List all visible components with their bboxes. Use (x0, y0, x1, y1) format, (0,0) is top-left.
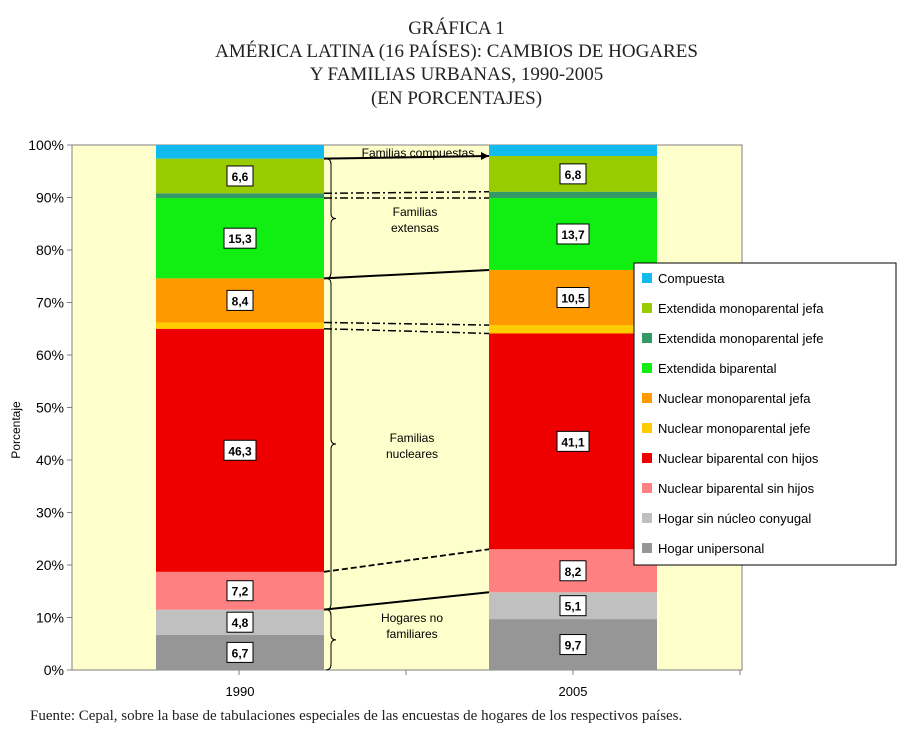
data-label: 4,8 (231, 616, 249, 631)
legend-swatch-ext_mono_jefe (642, 333, 652, 343)
bar-segment-nuc_mono_jefe-1990 (156, 322, 324, 328)
x-axis (226, 670, 740, 699)
legend-swatch-nuc_mono_jefe (642, 423, 652, 433)
legend-swatch-ext_biparental (642, 363, 652, 373)
legend-label-nuc_mono_jefe: Nuclear monoparental jefe (658, 421, 811, 436)
bar-segment-ext_mono_jefe-2005 (489, 192, 657, 198)
data-label: 9,7 (564, 638, 582, 653)
data-label: 13,7 (561, 227, 585, 242)
legend-label-ext_mono_jefa: Extendida monoparental jefa (658, 301, 824, 316)
y-tick-label: 40% (35, 452, 64, 468)
y-axis-title: Porcentaje (9, 401, 23, 459)
y-tick-label: 20% (35, 557, 64, 573)
legend-swatch-nuc_bip_sin_hijos (642, 483, 652, 493)
annotation-familias-nucleares-line-1: Familias (389, 431, 435, 445)
chart-title-line-4: (EN PORCENTAJES) (370, 88, 543, 109)
chart-title-line-1: GRÁFICA 1 (408, 18, 505, 39)
y-tick-label: 90% (35, 189, 64, 206)
data-label: 6,8 (564, 167, 582, 182)
data-label: 8,2 (564, 564, 582, 579)
x-tick-label: 1990 (225, 684, 255, 699)
annotation-hogares-no-familiares-line-2: familiares (386, 627, 438, 641)
y-tick-label: 50% (35, 399, 64, 416)
annotation-familias-extensas-line-1: Familias (392, 205, 438, 219)
legend-label-sin_nucleo: Hogar sin núcleo conyugal (658, 511, 812, 526)
y-tick-label: 10% (35, 609, 64, 626)
data-label: 41,1 (561, 435, 585, 450)
legend-swatch-nuc_bip_con_hijos (642, 453, 652, 463)
y-tick-label: 60% (35, 347, 64, 363)
y-tick-label: 80% (35, 242, 64, 258)
legend-swatch-ext_mono_jefa (642, 303, 652, 313)
data-label: 8,4 (231, 294, 249, 309)
annotation-hogares-no-familiares-line-1: Hogares no (380, 611, 444, 625)
legend-label-unipersonal: Hogar unipersonal (658, 541, 765, 556)
data-label: 6,7 (231, 646, 249, 661)
legend-label-compuesta: Compuesta (658, 271, 725, 286)
data-label: 46,3 (228, 444, 252, 459)
legend-label-nuc_mono_jefa: Nuclear monoparental jefa (658, 391, 811, 406)
legend-label-ext_biparental: Extendida biparental (658, 361, 777, 376)
y-tick-label: 30% (35, 504, 64, 521)
data-label: 6,6 (231, 169, 249, 184)
source-note: Fuente: Cepal, sobre la base de tabulaciones especiales de las encuestas de hogares de los respectivos países. (30, 708, 683, 724)
y-tick-label: 0% (43, 662, 64, 678)
annotation-familias-extensas-line-2: extensas (390, 221, 440, 235)
bar-segment-ext_mono_jefe-1990 (156, 193, 324, 198)
y-tick-label: 100% (28, 137, 64, 153)
legend-swatch-nuc_mono_jefa (642, 393, 652, 403)
data-label: 15,3 (228, 232, 252, 247)
y-tick-label: 70% (35, 294, 64, 311)
chart-title-line-3: Y FAMILIAS URBANAS, 1990-2005 (309, 64, 604, 85)
legend-swatch-compuesta (642, 273, 652, 283)
chart-title-line-2: AMÉRICA LATINA (16 PAÍSES): CAMBIOS DE HOGARES (215, 41, 698, 62)
bar-segment-compuesta-1990 (156, 145, 324, 159)
data-label: 5,1 (564, 599, 582, 614)
legend-label-ext_mono_jefe: Extendida monoparental jefe (658, 331, 824, 346)
annotation-familias-compuestas: Familias compuestas (361, 146, 475, 160)
x-tick-label: 2005 (558, 684, 588, 699)
y-axis (28, 137, 72, 678)
legend (634, 263, 896, 565)
legend-swatch-sin_nucleo (642, 513, 652, 523)
legend-swatch-unipersonal (642, 543, 652, 553)
data-label: 10,5 (561, 291, 585, 306)
bar-segment-nuc_mono_jefe-2005 (489, 325, 657, 333)
annotation-familias-nucleares-line-2: nucleares (385, 447, 439, 461)
data-label: 7,2 (231, 584, 249, 599)
legend-label-nuc_bip_sin_hijos: Nuclear biparental sin hijos (658, 481, 815, 496)
legend-label-nuc_bip_con_hijos: Nuclear biparental con hijos (658, 451, 819, 466)
bar-segment-compuesta-2005 (489, 145, 657, 156)
